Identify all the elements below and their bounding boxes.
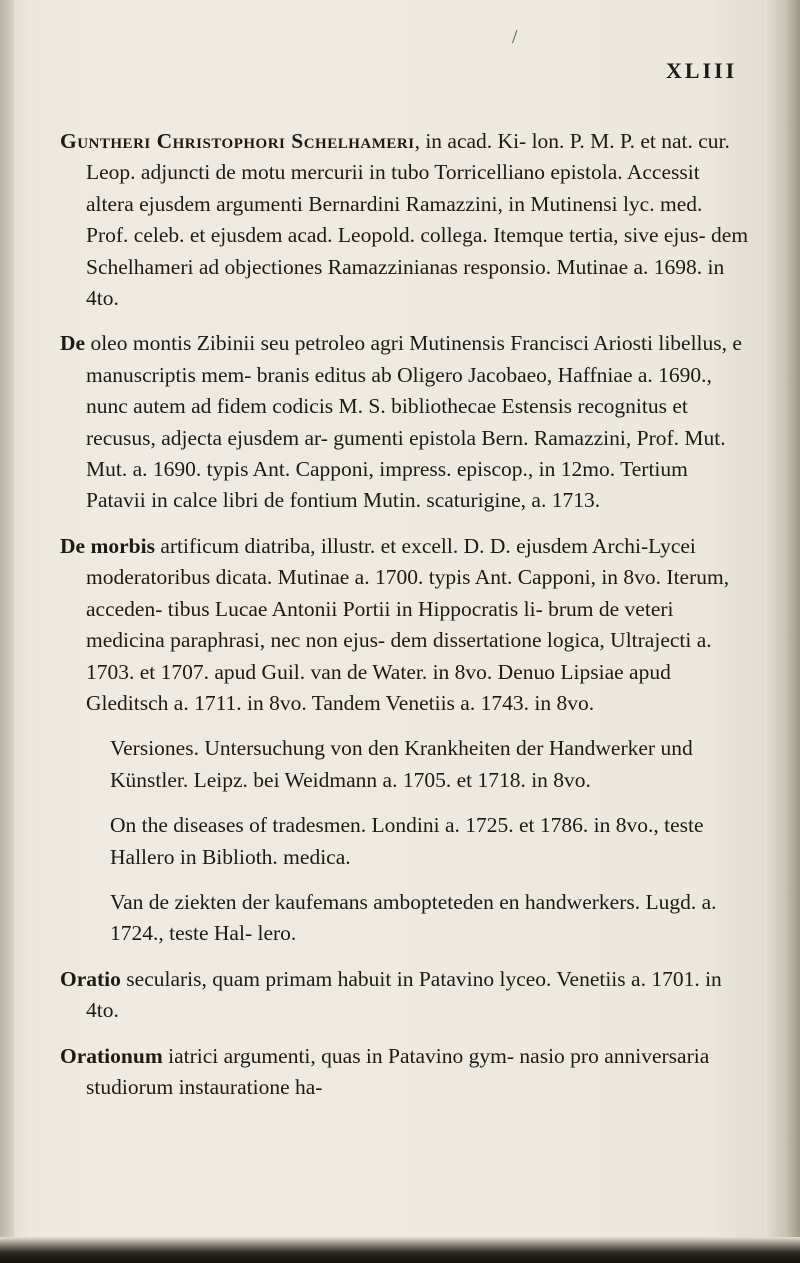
entry-lead: De — [60, 331, 86, 356]
entry-text: secularis, quam primam habuit in Patavino lyceo. Venetiis a. 1701. in 4to. — [86, 966, 722, 1023]
page-number: XLIII — [666, 58, 738, 83]
entry-text: On the diseases of tradesmen. Londini a. 1725. et 1786. in 8vo., teste Hallero in Biblioth. medica. — [110, 813, 704, 869]
entry-text: Van de ziekten der kaufemans ambopteteden en handwerkers. Lugd. a. 1724., teste Hal- lero. — [110, 889, 717, 946]
entry-lead: Oratio — [60, 966, 121, 991]
entry-text: , in acad. Ki- lon. P. M. P. et nat. cur. Leop. adjuncti de motu mercurii in tubo Torricelliano epistola. Accessit altera ejusdem argumenti Bernardini Ramazzini, in Mutinensi lyc. med. Prof. celeb. et ejusdem acad. Leopold. collega. Itemque tertia, sive ejus- dem Schelhameri ad objectiones Ramazzinianas responsio. Mutinae a. 1698. in 4to. — [86, 129, 749, 311]
bibliography-text — [60, 126, 750, 1117]
entry-oleo — [60, 328, 750, 516]
entry-lead: Orationum — [60, 1043, 163, 1068]
entry-morbis — [60, 531, 750, 719]
entry-version-dutch — [84, 887, 750, 950]
pencil-mark: / — [512, 26, 518, 48]
page-edge-bottom — [0, 1237, 800, 1263]
entry-text: Versiones. Untersuchung von den Krankheiten der Handwerker und Künstler. Leipz. bei Weidmann a. 1705. et 1718. in 8vo. — [110, 736, 693, 792]
page-edge-right — [764, 0, 800, 1263]
entry-orationum — [60, 1041, 750, 1104]
entry-lead: De morbis — [60, 533, 155, 558]
entry-text: artificum diatriba, illustr. et excell. D. D. ejusdem Archi-Lycei moderatoribus dicata. Mutinae a. 1700. typis Ant. Capponi, in 8vo. Iterum, acceden- tibus Lucae Antonii Portii in Hippocratis li- brum de veteri medicina paraphrasi, nec non ejus- dem dissertatione logica, Ultrajecti a. 1703. et 1707. apud Guil. van de Water. in 8vo. Denuo Lipsiae apud Gleditsch a. 1711. in 8vo. Tandem Venetiis a. 1743. in 8vo. — [86, 533, 730, 715]
entry-schelhammer — [60, 126, 750, 314]
entry-text: oleo montis Zibinii seu petroleo agri Mutinensis Francisci Ariosti libellus, e manuscriptis mem- branis editus ab Oligero Jacobaeo, Haffniae a. 1690., nunc autem ad fidem codicis M. S. bibliothecae Estensis recognitus et recusus, adjecta ejusdem ar- gumenti epistola Bern. Ramazzini, Prof. Mut. Mut. a. 1690. typis Ant. Capponi, impress. episcop., in 12mo. Tertium Patavii in calce libri de fontium Mutin. scaturigine, a. 1713. — [85, 331, 742, 513]
entry-text: iatrici argumenti, quas in Patavino gym- nasio pro anniversaria studiorum instauratione ha- — [86, 1043, 710, 1099]
entry-lead: Guntheri Christophori Schelhameri — [60, 129, 415, 153]
binding-gutter — [0, 0, 14, 1263]
entry-version-english — [84, 810, 750, 873]
entry-version-german — [84, 733, 750, 796]
entry-oratio — [60, 964, 750, 1027]
